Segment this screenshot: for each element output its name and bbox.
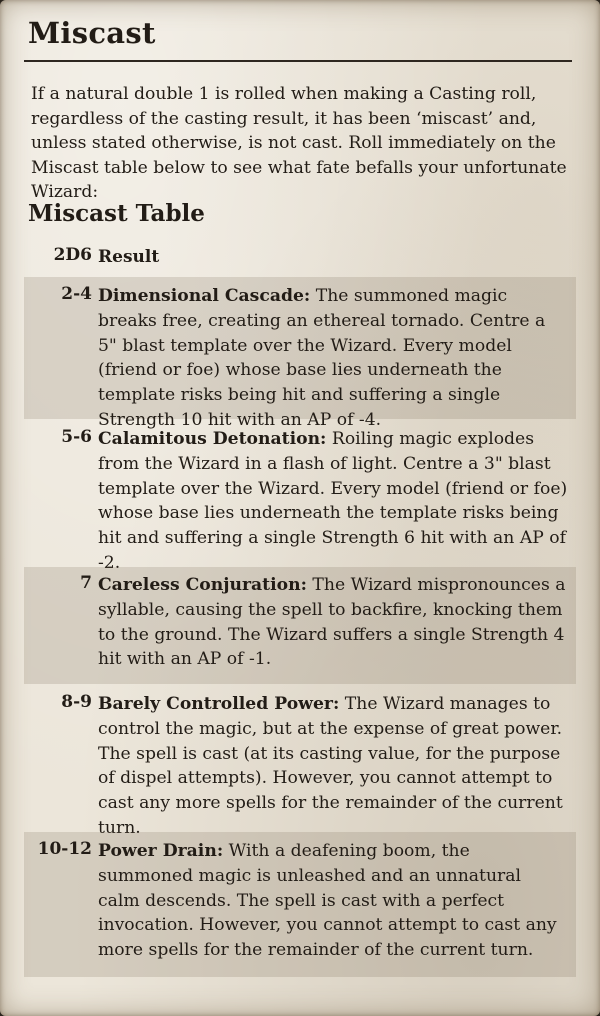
result-name: Power Drain:: [98, 841, 224, 861]
result-text: With a deafening boom, the summoned magic is unleashed and an unnatural calm descends. The spell is cast with a perfect invocation. However, you cannot attempt to cast any more spells for the remainder of the current turn.: [98, 841, 557, 961]
table-row: [24, 832, 576, 977]
result-text: The summoned magic breaks free, creating an ethereal tornado. Centre a 5" blast template over the Wizard. Every model (friend or foe) whose base lies underneath the template risks being hit and suffering a single Strength 10 hit with an AP of -4.: [98, 286, 546, 430]
row-roll: 2-4: [61, 284, 92, 304]
result-text: The Wizard manages to control the magic, but at the expense of great power. The spell is cast (at its casting value, for the purpose of dispel attempts). However, you cannot attempt to cast any more spells for the remainder of the current turn.: [98, 694, 563, 838]
row-result: [98, 839, 568, 963]
row-result: [98, 573, 568, 672]
result-name: Dimensional Cascade:: [98, 286, 311, 306]
page-title: Miscast: [28, 16, 156, 50]
table-header-row: [24, 241, 576, 271]
row-roll: 5-6: [61, 427, 92, 447]
row-result: [98, 427, 568, 576]
result-text: Roiling magic explodes from the Wizard in a flash of light. Centre a 3" blast template over the Wizard. Every model (friend or foe) whose base lies underneath the template risks being hit and suffering a single Strength 6 hit with an AP of -2.: [98, 429, 568, 573]
row-roll: 10-12: [37, 839, 92, 859]
row-result: [98, 284, 568, 433]
table-title: Miscast Table: [28, 200, 205, 227]
header-result: Result: [98, 247, 160, 267]
table-row: [24, 567, 576, 684]
result-name: Barely Controlled Power:: [98, 694, 340, 714]
header-roll: 2D6: [53, 245, 92, 265]
result-text: The Wizard mispronounces a syllable, causing the spell to backfire, knocking them to the ground. The Wizard suffers a single Strength 4 hit with an AP of -1.: [98, 575, 566, 670]
table-row: [24, 685, 576, 838]
table-row: [24, 420, 576, 573]
result-name: Calamitous Detonation:: [98, 429, 327, 449]
intro-paragraph: If a natural double 1 is rolled when making a Casting roll, regardless of the casting result, it has been ‘miscast’ and, unless stated otherwise, is not cast. Roll immediately on the Miscast table below to see what fate befalls your unfortunate Wizard:: [31, 84, 567, 202]
result-name: Careless Conjuration:: [98, 575, 307, 595]
row-roll: 7: [80, 573, 92, 593]
row-result: [98, 692, 568, 841]
title-divider: [24, 60, 572, 62]
table-row: [24, 277, 576, 430]
row-roll: 8-9: [61, 692, 92, 712]
